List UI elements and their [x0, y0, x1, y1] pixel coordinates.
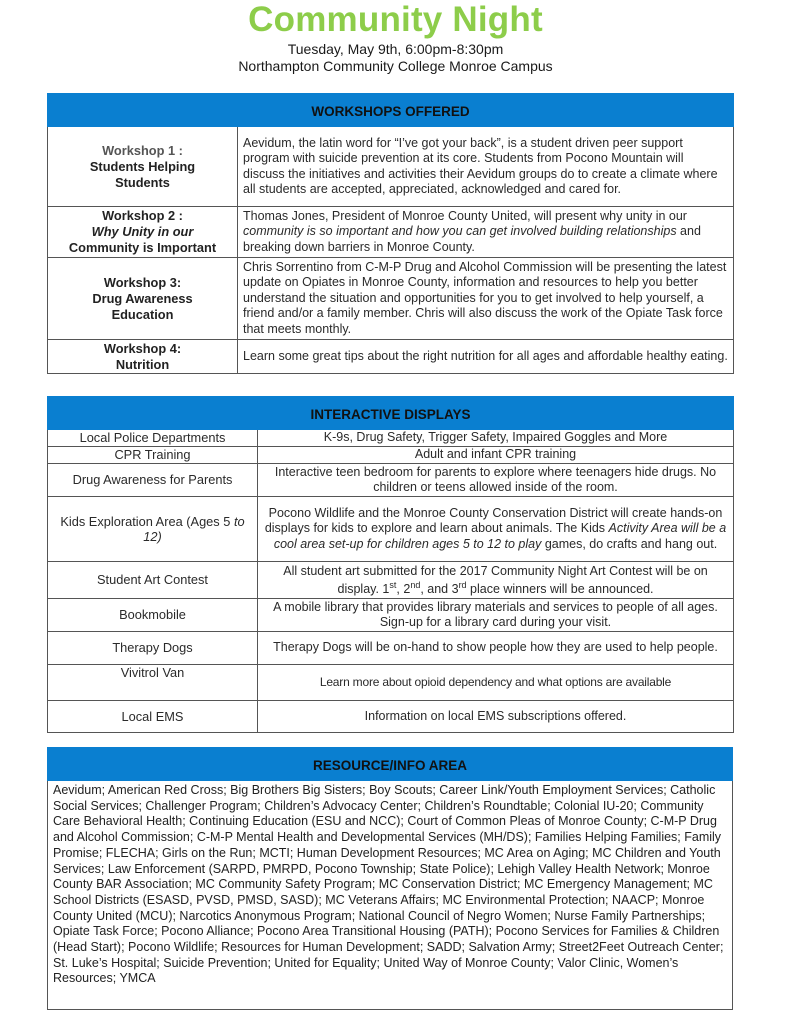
- display-label: Bookmobile: [48, 599, 258, 632]
- workshop-title: Drug Awareness: [92, 290, 193, 306]
- display-description: Adult and infant CPR training: [258, 447, 734, 464]
- display-description: Information on local EMS subscriptions offered.: [258, 701, 734, 733]
- displays-heading: INTERACTIVE DISPLAYS: [48, 397, 734, 430]
- display-description: A mobile library that provides library materials and services to people of all ages. Sign-up for a library card during your visit.: [258, 599, 734, 632]
- workshop-row: [48, 127, 734, 207]
- workshop-title: Students Helping: [89, 158, 196, 174]
- event-title: Community Night: [248, 0, 543, 39]
- workshop-label: [48, 127, 238, 207]
- displays-table: [47, 396, 734, 733]
- display-description: Learn more about opioid dependency and what options are available: [258, 665, 734, 701]
- description-text: Thomas Jones, President of Monroe County United, will present why unity in our: [243, 208, 687, 223]
- workshop-number: Workshop 1 :: [102, 142, 183, 158]
- workshop-label: [48, 340, 238, 374]
- workshop-row: [48, 207, 734, 258]
- display-row: [48, 562, 734, 599]
- workshop-title: Nutrition: [115, 356, 170, 372]
- display-label: CPR Training: [48, 447, 258, 464]
- resources-table: [47, 747, 733, 1010]
- display-row: [48, 632, 734, 665]
- workshop-number: Workshop 3:: [103, 274, 182, 290]
- workshop-title-cont: Community is Important: [68, 240, 217, 255]
- workshop-description: Aevidum, the latin word for “I’ve got your back”, is a student driven peer support program with suicide prevention at its core. Students from Pocono Mountain will discuss the initiatives and activities their Aevidum groups do to create a climate where all students are accepted, appreciated, acknowledged and cared for.: [238, 127, 734, 207]
- display-label: Student Art Contest: [48, 562, 258, 599]
- workshop-description: Learn some great tips about the right nutrition for all ages and affordable healthy eating.: [238, 340, 734, 374]
- display-row: [48, 497, 734, 562]
- display-description: [258, 562, 734, 599]
- display-description: Therapy Dogs will be on-hand to show people how they are used to help people.: [258, 632, 734, 665]
- workshop-number: Workshop 2 :: [102, 208, 183, 223]
- description-text: , 2: [396, 582, 411, 596]
- display-row: [48, 665, 734, 701]
- superscript: st: [389, 579, 397, 590]
- display-description: Interactive teen bedroom for parents to explore where teenagers hide drugs. No children or teens allowed inside of the room.: [258, 464, 734, 497]
- display-row: [48, 599, 734, 632]
- display-label-text-italic: to 12): [143, 513, 245, 544]
- description-text: , and 3: [420, 582, 459, 596]
- display-label: Local Police Departments: [48, 430, 258, 447]
- workshop-row: [48, 340, 734, 374]
- description-text: and breaking down barriers in Monroe County.: [243, 224, 701, 254]
- workshop-description: [238, 207, 734, 258]
- workshop-title-cont: Students: [115, 174, 170, 190]
- workshop-description: Chris Sorrentino from C-M-P Drug and Alcohol Commission will be presenting the latest update on Opiates in Monroe County, information and resources to help you better understand the situation and opportunities for you to get involved to help yourself, a friend and/or a family member. Chris will also discuss the work of the Opiate Task force that meets monthly.: [238, 258, 734, 340]
- display-label: Drug Awareness for Parents: [48, 464, 258, 497]
- description-text: Pocono Wildlife and the Monroe County Conservation District will create hands-on displays for kids to explore and learn about animals. The Kids: [264, 505, 723, 536]
- display-row: [48, 701, 734, 733]
- display-row: [48, 447, 734, 464]
- description-text-italic: Activity Area will be a cool area set-up for children ages 5 to 12 to play: [273, 521, 727, 551]
- workshops-heading: WORKSHOPS OFFERED: [48, 94, 734, 127]
- display-row: [48, 464, 734, 497]
- display-label: Local EMS: [48, 701, 258, 733]
- resources-heading: RESOURCE/INFO AREA: [48, 748, 733, 781]
- description-text: games, do crafts and hang out.: [541, 536, 718, 551]
- resources-list: Aevidum; American Red Cross; Big Brothers Big Sisters; Boy Scouts; Career Link/Youth Employment Services; Catholic Social Services; Challenger Program; Children’s Advocacy Center; Children’s Roundtable; Colonial IU-20; Community Care Behavioral Health; Continuing Education (ESU and NCC); Court of Common Pleas of Monroe County; C-M-P Drug and Alcohol Commission; C-M-P Mental Health and Developmental Services (MH/DS); Families Helping Families; Family Promise; FLECHA; Girls on the Run; MCTI; Human Development Resources; MC Area on Aging; MC Children and Youth Services; Law Enforcement (SARPD, PMRPD, Pocono Township; State Police); Lehigh Valley Health Network; Monroe County BAR Association; MC Community Safety Program; MC Conservation District; MC Emergency Management; MC School Districts (ESASD, PVSD, PMSD, SASD); MC Veterans Affairs; MC Environmental Protection; NAACP; Monroe County United (MCU); Narcotics Anonymous Program; National Council of Negro Women; Nurse Family Partnerships; Opiate Task Force; Pocono Alliance; Pocono Area Transitional Housing (PATH); Pocono Services for Families & Children (Head Start); Pocono Wildlife; Resources for Human Development; SADD; Salvation Army; Street2Feet Outreach Center; St. Luke’s Hospital; Suicide Prevention; United for Equality; United Way of Monroe County; Valor Clinic, Women’s Resources; YMCA: [48, 781, 733, 1010]
- display-label: [48, 497, 258, 562]
- description-text: All student art submitted for the 2017 Community Night Art Contest will be on display. 1: [283, 564, 708, 596]
- resources-row: [48, 781, 733, 1010]
- workshop-label: [48, 207, 238, 258]
- display-row: [48, 430, 734, 447]
- workshop-title-cont: Education: [111, 306, 174, 322]
- event-date-time: Tuesday, May 9th, 6:00pm-8:30pm: [287, 41, 504, 57]
- superscript: nd: [410, 579, 421, 590]
- description-text: place winners will be announced.: [466, 582, 654, 596]
- display-description: [258, 497, 734, 562]
- event-location: Northampton Community College Monroe Campus: [238, 58, 553, 74]
- workshop-number: Workshop 4:: [103, 340, 182, 356]
- workshop-title: Why Unity in our: [91, 224, 194, 239]
- display-label: Vivitrol Van: [48, 665, 258, 701]
- workshop-label: [48, 258, 238, 340]
- workshop-row: [48, 258, 734, 340]
- superscript: rd: [458, 579, 467, 590]
- display-label-text: Kids Exploration Area (Ages 5: [60, 513, 234, 529]
- description-text-italic: community is so important and how you can get involved building relationships: [243, 224, 677, 239]
- display-label: Therapy Dogs: [48, 632, 258, 665]
- display-description: K-9s, Drug Safety, Trigger Safety, Impaired Goggles and More: [258, 430, 734, 447]
- workshops-table: [47, 93, 734, 374]
